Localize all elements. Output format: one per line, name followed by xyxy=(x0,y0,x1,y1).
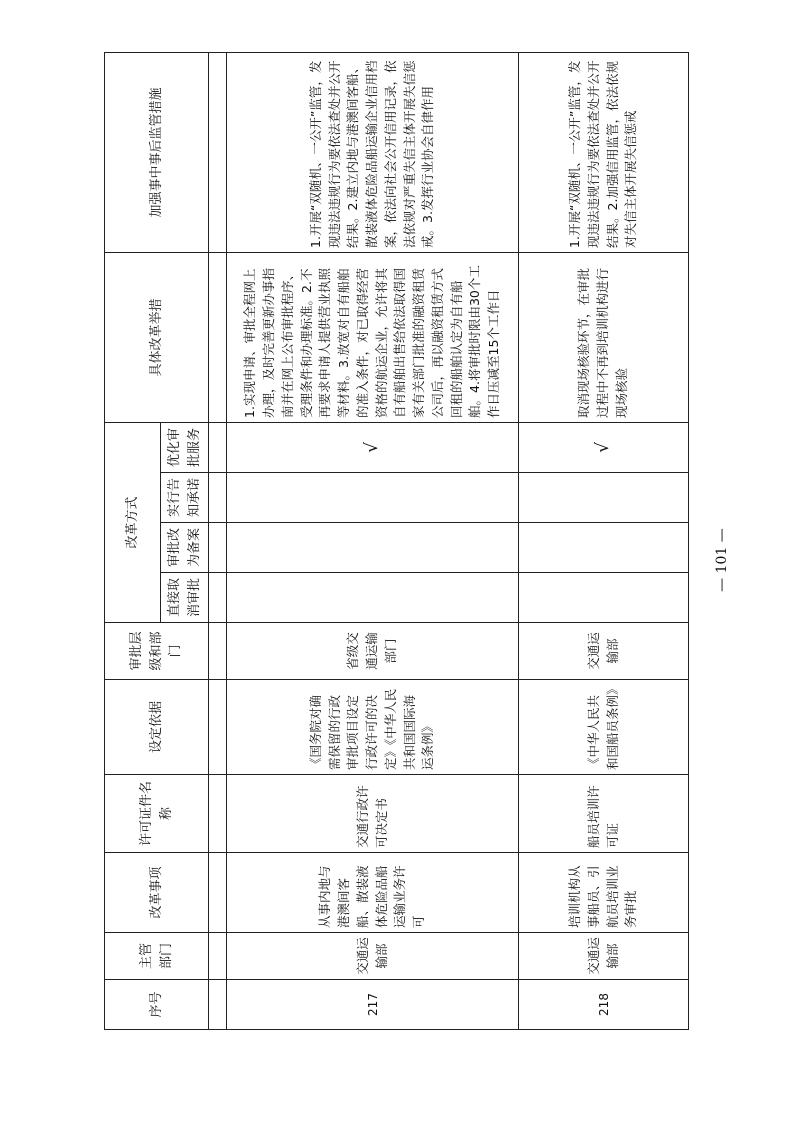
row-method-cancel xyxy=(519,573,689,623)
row-item: 从事内地与港澳间客船、散装液体危险品船运输业务许可 xyxy=(227,853,519,933)
row-seq: 218 xyxy=(519,980,689,1030)
row-basis: 《国务院对确需保留的行政审批项目设定行政许可的决定》《中华人民共和国国际海运条例》 xyxy=(227,680,519,775)
header-method-optimize: 优化审批服务 xyxy=(161,422,209,472)
row-measures: 取消现场核验环节，在审批过程中不再到培训机构进行现场核验 xyxy=(519,252,689,422)
header-method-group: 改革方式 xyxy=(105,422,161,622)
row-item: 培训机构从事船员、引航员培训业务审批 xyxy=(519,853,689,933)
row-seq: 217 xyxy=(227,980,519,1030)
row-measures: 1.实现申请、审批全程网上办理，及时完善更新办事指南并在网上公布审批程序、受理条件和办理标准。2.不再要求申请人提供营业执照等材料。3.放宽对自有船舶的准入条件，对已取得经营资格的航运企业，允许将其自有船舶出售给依法取得国家有关部门批准的融资租赁公司后，再以融资租赁方式回租的船舶认定为自有船舶。4.将审批时限由30个工作日压减至15个工作日 xyxy=(227,252,519,422)
row-method-notify xyxy=(519,473,689,523)
page-number xyxy=(707,520,737,600)
header-method-notify: 实行告知承诺 xyxy=(161,473,209,523)
row-method-record xyxy=(519,523,689,573)
header-row xyxy=(105,52,161,1029)
row-supervision: 1.开展“双随机、一公开”监管，发现违法违规行为要依法查处并公开结果。2.加强信用监管，依法依规对失信主体开展失信惩戒 xyxy=(519,52,689,252)
table-row xyxy=(227,52,519,1029)
row-method-record xyxy=(227,523,519,573)
row-dept: 交通运输部 xyxy=(519,933,689,980)
header-method-record: 审批改为备案 xyxy=(161,523,209,573)
header-license: 许可证件名称 xyxy=(105,775,209,853)
header-item: 改革事项 xyxy=(105,853,209,933)
row-dept: 交通运输部 xyxy=(227,933,519,980)
reform-table-rotated xyxy=(104,60,690,1030)
check-mark: √ xyxy=(227,422,519,472)
header-dept: 主管部门 xyxy=(105,933,209,980)
table-row xyxy=(519,52,689,1029)
header-seq: 序号 xyxy=(105,980,209,1030)
row-supervision: 1.开展“双随机、一公开”监管，发现违法违规行为要依法查处并公开结果。2.建立内地与港澳间客船、散装液体危险品船运输企业信用档案，依法向社会公开信用记录，依法依规对严重失信主体开展失信惩戒。3.发挥行业协会自律作用 xyxy=(227,52,519,252)
page-number-text: — 101 — xyxy=(714,528,730,592)
header-method-cancel: 直接取消审批 xyxy=(161,573,209,623)
row-method-notify xyxy=(227,473,519,523)
row-level: 交通运输部 xyxy=(519,623,689,680)
reform-table xyxy=(104,52,689,1030)
row-license: 船员培训许可证 xyxy=(519,775,689,853)
header-supervision: 加强事中事后监管措施 xyxy=(105,52,209,252)
header-measures: 具体改革举措 xyxy=(105,252,209,422)
row-method-cancel xyxy=(227,573,519,623)
row-level: 省级交通运输部门 xyxy=(227,623,519,680)
header-level: 审批层级和部门 xyxy=(105,623,209,680)
spacer-row xyxy=(209,52,227,1029)
check-mark: √ xyxy=(519,422,689,472)
header-basis: 设定依据 xyxy=(105,680,209,775)
row-license: 交通行政许可决定书 xyxy=(227,775,519,853)
row-basis: 《中华人民共和国船员条例》 xyxy=(519,680,689,775)
